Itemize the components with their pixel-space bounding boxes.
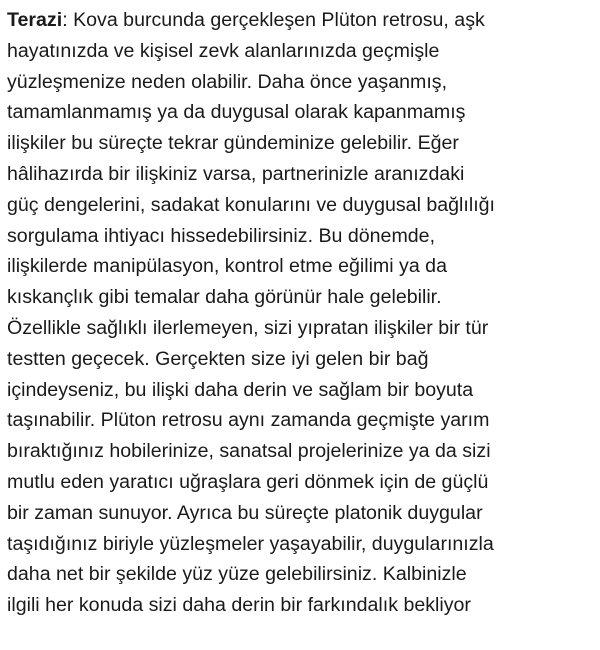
- text-line: Özellikle sağlıklı ilerlemeyen, sizi yıpratan ilişkiler bir tür: [7, 316, 489, 339]
- text-line: yüzleşmenize neden olabilir. Daha önce yaşanmış,: [7, 70, 448, 93]
- text-line: testten geçecek. Gerçekten size iyi gelen bir bağ: [7, 347, 429, 370]
- text-line: bir zaman sunuyor. Ayrıca bu süreçte platonik duygular: [7, 501, 483, 524]
- sign-term: Terazi: [7, 9, 63, 31]
- text-line: taşınabilir. Plüton retrosu aynı zamanda geçmişte yarım: [7, 409, 490, 432]
- text-line: daha net bir şekilde yüz yüze gelebilirsiniz. Kalbinizle: [7, 563, 467, 586]
- text-line: kıskançlık gibi temalar daha görünür hale gelebilir.: [7, 286, 442, 309]
- intro-text: : Kova burcunda gerçekleşen Plüton retrosu, aşk: [62, 9, 485, 31]
- text-line: bıraktığınız hobilerinize, sanatsal projelerinize ya da sizi: [7, 440, 491, 463]
- text-line: içindeyseniz, bu ilişki daha derin ve sağlam bir boyuta: [7, 378, 474, 401]
- text-line: mutlu eden yaratıcı uğraşlara geri dönmek için de güçlü: [7, 470, 489, 493]
- text-line: ilgili her konuda sizi daha derin bir farkındalık bekliyor: [7, 594, 471, 617]
- text-line: hayatınızda ve kişisel zevk alanlarınızda geçmişle: [7, 39, 440, 62]
- text-line: ilişkilerde manipülasyon, kontrol etme eğilimi ya da: [7, 255, 447, 278]
- text-line-1: [7, 5, 593, 36]
- text-line: taşıdığınız biriyle yüzleşmeler yaşayabilir, duygularınızla: [7, 532, 494, 555]
- text-line: tamamlanmamış ya da duygusal olarak kapanmamış: [7, 101, 466, 124]
- horoscope-paragraph: [7, 5, 593, 621]
- text-line: hâlihazırda bir ilişkiniz varsa, partnerinizle aranızdaki: [7, 162, 465, 185]
- text-line: güç dengelerini, sadakat konularını ve duygusal bağlılığı: [7, 193, 495, 216]
- text-line: ilişkiler bu süreçte tekrar gündeminize gelebilir. Eğer: [7, 132, 459, 155]
- text-line: sorgulama ihtiyacı hissedebilirsiniz. Bu dönemde,: [7, 224, 436, 247]
